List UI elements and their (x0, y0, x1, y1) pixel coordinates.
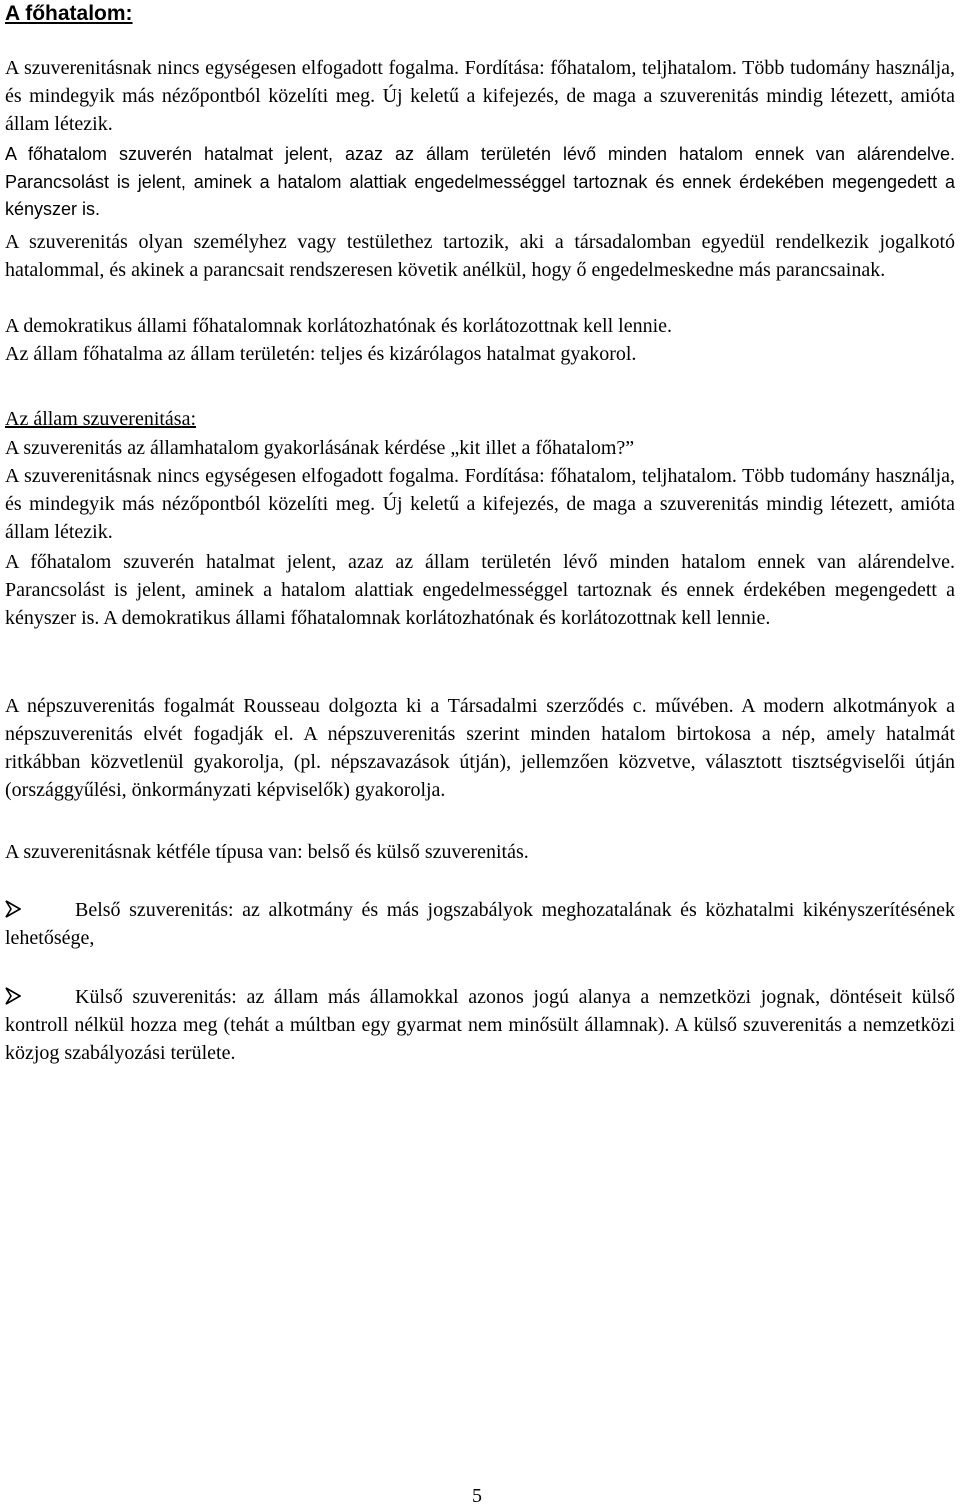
paragraph-intro: A szuverenitásnak nincs egységesen elfogadott fogalma. Fordítása: főhatalom, teljhatalom. Több tudomány használja, és mindegyik más nézőpontból közelíti meg. Új keletű a kifejezés, de maga a szuverenitás mindig létezett, amióta állam létezik. (5, 57, 955, 135)
paragraph-fogalma: A szuverenitásnak nincs egységesen elfogadott fogalma. Fordítása: főhatalom, teljhatalom. Több tudomány használja, és mindegyik más nézőpontból közelíti meg. Új keletű a kifejezés, de maga a szuverenitás mindig létezett, amióta állam létezik. (5, 465, 955, 543)
arrowhead-bullet-icon (5, 987, 21, 1005)
bullet-text-kulso: Külső szuverenitás: az állam más államokkal azonos jogú alanya a nemzetközi jognak, döntéseit külső kontroll nélkül hozza meg (tehát a múltban egy gyarmat nem minősült államnak). A külső szuverenitás a nemzetközi közjog szabályozási területe. (5, 986, 955, 1064)
paragraph-kerdes: A szuverenitás az államhatalom gyakorlásának kérdése „kit illet a főhatalom?” (5, 437, 635, 459)
arrowhead-bullet-icon (5, 900, 21, 918)
section-title (5, 405, 955, 433)
paragraph-tipusok: A szuverenitásnak kétféle típusa van: belső és külső szuverenitás. (5, 841, 529, 863)
page-number: 5 (472, 1485, 482, 1507)
paragraph-demokratikus: A demokratikus állami főhatalomnak korlátozhatónak és korlátozottnak kell lennie. (5, 315, 673, 337)
paragraph-fohatalom-szuveren: A főhatalom szuverén hatalmat jelent, azaz az állam területén lévő minden hatalom ennek van alárendelve. Parancsolást is jelent, aminek a hatalom alattiak engedelmességgel tartoznak és ennek érdekében megengedett a kényszer is. A demokratikus állami főhatalomnak korlátozhatónak és korlátozottnak kell lennie. (5, 551, 955, 629)
list-item (5, 983, 955, 1067)
page-heading: A főhatalom: (5, 2, 133, 25)
list-item (5, 896, 955, 952)
paragraph-fohatalom-def: A főhatalom szuverén hatalmat jelent, azaz az állam területén lévő minden hatalom ennek van alárendelve. Parancsolást is jelent, aminek a hatalom alattiak engedelmességgel tartoznak és ennek érdekében megengedett a kényszer is. (5, 144, 955, 219)
paragraph-szuverenitas-def: A szuverenitás olyan személyhez vagy testülethez tartozik, aki a társadalomban egyedül rendelkezik jogalkotó hatalommal, és akinek a parancsait rendszeresen követik anélkül, hogy ő engedelmeskedne más parancsainak. (5, 231, 955, 281)
paragraph-nepszuverenitas: A népszuverenitás fogalmát Rousseau dolgozta ki a Társadalmi szerződés c. művében. A modern alkotmányok a népszuverenitás elvét fogadják el. A népszuverenitás szerint minden hatalom birtokosa a nép, amely hatalmát ritkábban közvetlenül gyakorolja, (pl. népszavazások útján), jellemzően közvetve, választott tisztségviselői útján (országgyűlési, önkormányzati képviselők) gyakorolja. (5, 695, 955, 801)
paragraph-allam-fohatalma: Az állam főhatalma az állam területén: teljes és kizárólagos hatalmat gyakorol. (5, 343, 637, 365)
section-title-suffix: a: (181, 408, 197, 430)
section-title-main: Az állam szuverenitás (5, 408, 182, 430)
bullet-text-belso: Belső szuverenitás: az alkotmány és más jogszabályok meghozatalának és közhatalmi kikényszerítésének lehetősége, (5, 899, 955, 949)
